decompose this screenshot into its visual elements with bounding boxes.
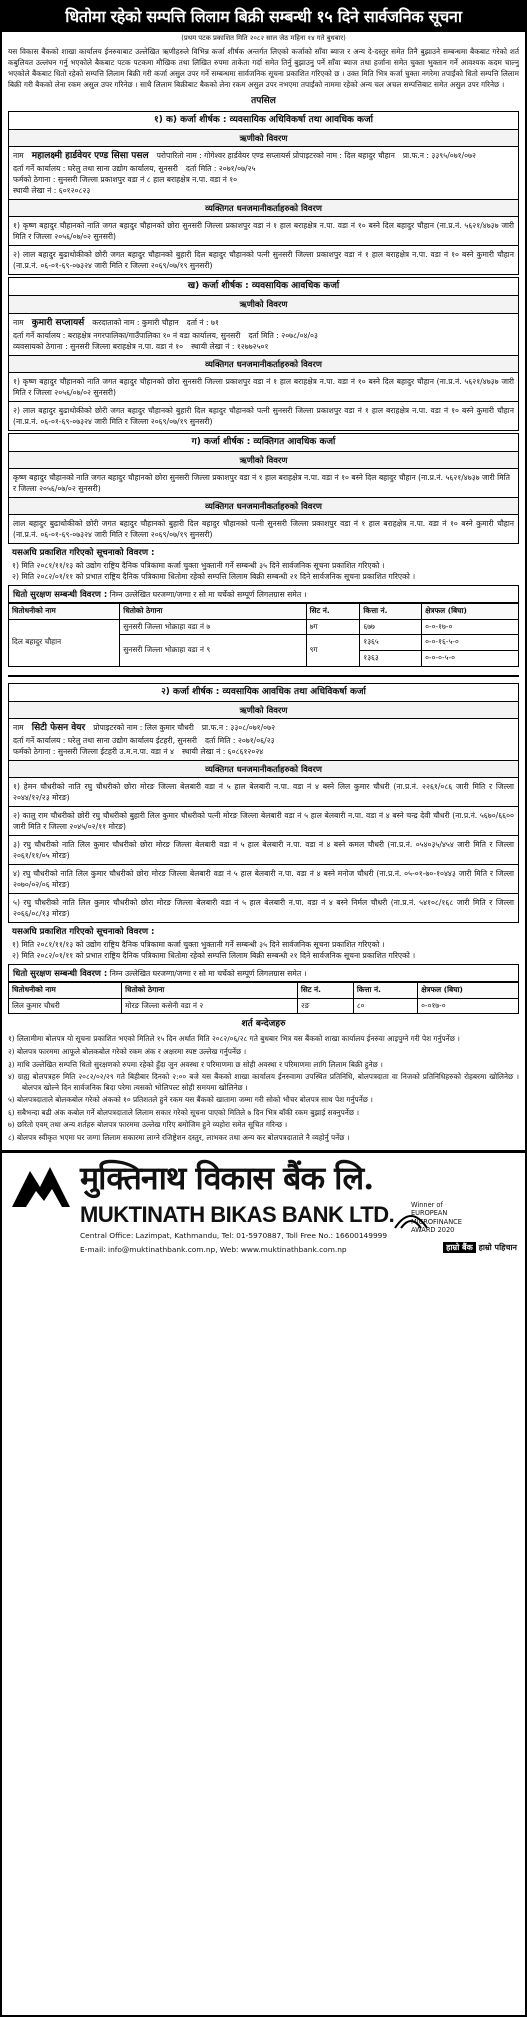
- award-line: Winner of: [411, 1200, 443, 1209]
- term-item: ७) छरितो एवम् तथा अन्य शर्तहरु बोलपत्र फारममा उल्लेख गरिए बमोजिम हुने व्यहोरा समेत सूचित गरिन्छ ।: [8, 1120, 288, 1130]
- terms-list: [8, 1034, 519, 1143]
- tagline-part: हाम्रो पहिचान: [478, 1243, 517, 1252]
- debtor-detail: फर्मको ठेगाना : सुनसरी जिल्ला प्रकाशपुर वडा नं ८ हाल बराहक्षेत्र न.पा. वडा नं १०: [13, 175, 238, 185]
- section-title: १) क) कर्जा शीर्षक : व्यवसायिक अधिविकर्षा तथा आवधिक कर्जा: [8, 111, 519, 130]
- prior-publication-line: २) मिति २०८२/०१/११ को प्रभात राष्ट्रिय दैनिक पत्रिकामा धितोमा रहेको सम्पत्ति लिलाम बिक्री सम्बन्धी २१ दिने सार्वजनिक सूचना प्रकाशित गरिएको ।: [12, 571, 416, 581]
- guarantor-item: १) कृष्ण बहादुर चौहानको नाति जगत बहादुर चौहानको छोरा सुनसरी जिल्ला प्रकाशपुर वडा नं १ हाल बराहक्षेत्र न.पा. वडा नं १० बस्ने दिल बहादुर चौहान (ना.प्र.नं. ५६२१/४७३७ जारी मिति र जिल्ला २०५६/०७/०२ सुनसरी): [8, 373, 519, 402]
- debtor-name: सिटी फेसन वेयर: [31, 723, 86, 733]
- guarantor-item: लाल बहादुर बुढाथोकीको छोरी जगत बहादुर चौहानको बुहारी दिल बहादुर चौहानको पत्नी सुनसरी जिल्ला प्रकाशपुर वडा नं १ हाल बराहक्षेत्र न.पा. वडा नं १० बस्ने कुमारी चौहान (ना.प्र.नं. ०६-०१-६९-०७३२४ जारी मिति र जिल्ला २०६९/०७/१९ सुनसरी): [8, 515, 519, 544]
- table-row: [9, 619, 519, 635]
- section-divider: [8, 675, 519, 677]
- debtor-detail: करदाताको नाम : कुमारी चौहान: [92, 317, 179, 327]
- debtor-title: ऋणीको विवरण: [8, 452, 519, 469]
- guarantor-item: १) कृष्ण बहादुर चौहानको नाति जगत बहादुर चौहानको छोरा सुनसरी जिल्ला प्रकाशपुर वडा नं १ हाल बराहक्षेत्र न.पा. वडा नं १० बस्ने दिल बहादुर चौहान (ना.प्र.नं. ५६२१/४७३७ जारी मिति र जिल्ला २०५६/०७/०२ सुनसरी): [8, 217, 519, 246]
- debtor-detail: दर्ता गर्ने कार्यालय : घरेलु तथा साना उद्योग कार्यालय, सुनसरी: [13, 164, 178, 174]
- table-header: धितोधनीको नाम: [9, 603, 120, 619]
- table-cell: १३६३: [360, 651, 422, 667]
- debtor-title: ऋणीको विवरण: [8, 296, 519, 313]
- table-cell: ८०: [353, 998, 417, 1014]
- prior-publication-label: यसअघि प्रकाशित गरिएको सूचनाको विवरण :: [12, 927, 155, 938]
- table-cell: २ङ: [297, 998, 353, 1014]
- debtor-detail: दर्ता मिति : २०७८/०४/०३: [248, 330, 318, 340]
- terms-title: शर्त बन्देजहरु: [241, 1019, 286, 1030]
- table-row: [9, 998, 519, 1014]
- debtor-detail: दर्ता मिति : २०७१/०६/२३: [204, 736, 275, 746]
- term-item: ८) बोलपत्र स्वीकृत भएमा घर जग्गा लिलाम सकारमा लाग्ने रजिष्ट्रेशन दस्तुर, लाभकर तथा अन्य कर बोलपत्रदाताले नै व्यहोर्नु पर्नेछ ।: [8, 1133, 350, 1143]
- table-cell: ०-०-०-५-०: [422, 651, 519, 667]
- table-header: धितोधनीको नाम: [9, 982, 122, 998]
- table-header: क्षेत्रफल (बिघा): [418, 982, 519, 998]
- table-header: क्षेत्रफल (बिघा): [422, 603, 519, 619]
- bank-footer: [2, 1150, 525, 1302]
- debtor-detail: स्थायी लेखा नं : ६०८६१२०२४: [181, 747, 264, 757]
- field-label: नाम: [13, 151, 24, 161]
- bank-name-nepali: मुक्तिनाथ विकास बैंक लि.: [80, 1158, 374, 1197]
- debtor-detail: दर्ता गर्ने कार्यालय : घरेलु तथा साना उद्योग कार्यालय ईटहरी, सुनसरी: [13, 736, 197, 746]
- table-header-row: [9, 982, 519, 998]
- term-item: १) लिलामीमा बोलपत्र यो सूचना प्रकाशित भएको मितिले १५ दिन अर्थात मिति २०८२/०६/२८ गते बुधबार भित्र यस बैंकको शाखा कार्यालय ईनरुवा आइपुग्ने गरी पेश गर्नुपर्नेछ ।: [8, 1034, 460, 1044]
- loan-section-1c: [8, 433, 519, 544]
- prior-publication-label: यसअघि प्रकाशित गरिएको सूचनाको विवरण :: [12, 548, 155, 559]
- prior-publication-2: [8, 923, 519, 961]
- table-cell: ६७७: [360, 619, 422, 635]
- collateral-label: धितो सुरक्षण सम्बन्धी विवरण :: [13, 967, 108, 978]
- collateral-note-2: [8, 964, 519, 982]
- debtor-detail: स्थायी लेखा नं : ६०१२०८२३: [13, 186, 91, 196]
- debtor-detail: दर्ता नं : ७१: [186, 317, 219, 327]
- office-address: Central Office: Lazimpat, Kathmandu, Tel: 01-5970887, Toll Free No.: 16600149999: [80, 1230, 388, 1240]
- table-header: कित्ता नं.: [353, 982, 417, 998]
- guarantor-title: व्यक्तिगत धनजमानीकर्ताहरुको विवरण: [8, 356, 519, 373]
- table-cell: ७ग: [306, 619, 360, 635]
- table-header: धितोको ठेगाना: [120, 603, 306, 619]
- debtor-name: कुमारी सप्लायर्स: [31, 317, 85, 328]
- bank-tagline: [443, 1242, 517, 1254]
- debtor-name: महालक्ष्मी हार्डवेयर एण्ड सिसा पसल: [31, 151, 149, 162]
- debtor-title: ऋणीको विवरण: [8, 702, 519, 719]
- debtor-detail: प्रोपाइटरको नाम : लिल कुमार चौधरी: [93, 723, 194, 732]
- section-title: ग) कर्जा शीर्षक : व्यक्तिगत आवधिक कर्जा: [8, 433, 519, 452]
- bank-logo-icon: [12, 1161, 70, 1207]
- intro-paragraph: यस विकास बैंकको शाखा कार्यालय ईनरुवाबाट उल्लेखित ऋणीहरुले विभिन्न कर्जा शीर्षक अन्तर्गत लिएको कर्जाको साँवा ब्याज र अन्य दे-दस्तुर समेत तिनै बुझाउने सम्बन्धमा बैकबाट गरेको शर्त कबुलियत उल्लंघन गर्नु भएकोले बैकबाट पटक पटकमा मौखिक तथा लिखित रुपमा ताकेता गर्दा समेत तिर्नु बुझाउनु पर्ने साँवा ब्याज तथा हर्जाना समेत चुक्ता भुक्तान गर्ने आवश्यक कदम चाल्नु भएकोले बैंकबाट धितो रहेको सम्पत्ति लिलाम बिक्री गरी कर्जा असुल उपर गर्ने सम्बन्धमा सार्वजनिक सूचना प्रकाशित गरिएको छ । उक्त मिति भित्र कर्जा चुक्ता नगरेमा तपाईंको धितो सम्पत्ति लिलाम बिक्री गरी बैकको लेना रकम असुल उपर गरिनेछ । साथै लिलाम बिक्रीबाट बैकको लेना रकम असुल उपर नभएमा तपाईंको नाममा रहेको अन्य चल अचल सम्पत्तिबाट समेत असुल उपर गरिनेछ ।: [8, 47, 519, 89]
- term-item: २) बोलपत्र फारममा आफूले बोलकबोल गरेको रकम अंक र अक्षरमा स्पष्ट उल्लेख गर्नुपर्नेछ ।: [8, 1046, 247, 1056]
- prior-publication-1: [8, 544, 519, 582]
- table-cell: ०-०-१६-५-०: [422, 635, 519, 651]
- bank-name-english: MUKTINATH BIKAS BANK LTD.: [80, 1201, 395, 1227]
- prior-publication-line: २) मिति २०८२/०१/११ को प्रभात राष्ट्रिय दैनिक पत्रिकामा धितोमा रहेको सम्पत्ति लिलाम बिक्री सम्बन्धी २१ दिने सार्वजनिक सूचना प्रकाशित गरिएको ।: [12, 950, 416, 960]
- loan-section-2: [8, 683, 519, 923]
- table-cell: सुनसरी जिल्ला भोक्राहा वडा नं ९: [120, 635, 306, 666]
- debtor-detail: परोपारितो नाम : गोगेश्वर हार्डवेयर एण्ड सप्लायर्स प्रोपाइटरको नाम : दिल बहादुर चौहान: [156, 151, 395, 161]
- debtor-detail: फर्मको ठेगाना : सुनसरी जिल्ला ईटहरी उ.म.न.पा. वडा नं ४: [13, 747, 174, 757]
- guarantor-title: व्यक्तिगत धनजमानीकर्ताहरुको विवरण: [8, 761, 519, 778]
- guarantor-title: व्यक्तिगत धनजमानीकर्ताहरुको विवरण: [8, 498, 519, 515]
- debtor-details: [8, 314, 519, 356]
- table-header: कित्ता नं.: [360, 603, 422, 619]
- section-title: ख) कर्जा शीर्षक : व्यवसायिक आवधिक कर्जा: [8, 277, 519, 296]
- annex-title: तपसिल: [251, 95, 276, 106]
- award-text: [411, 1201, 517, 1235]
- collateral-table-1: [8, 603, 519, 667]
- term-item: ३) माथि उल्लेखित सम्पत्ति धितो सुरक्षणको रुपमा रहेको हुँदा जुन अवस्था र परिमाणमा छ सोही अवस्था र परिमाणमा लागि लिलाम बिक्री हुनेछ ।: [8, 1059, 383, 1069]
- debtor-details: [8, 719, 519, 761]
- table-cell: मोरङ जिल्ला कसेनी वडा नं २: [122, 998, 298, 1014]
- prior-publication-line: १) मिति २०८१/११/१३ को उद्योग राष्ट्रिय दैनिक पत्रिकामा कर्जा चुक्ता भुक्तानी गर्ने सम्बन्धी ३५ दिने सार्वजनिक सूचना प्रकाशित गरिएको ।: [12, 560, 385, 570]
- guarantor-item: ३) रघु चौधरीको नाति लिल कुमार चौधरीको छोरा मोरङ जिल्ला बेलबारी वडा नं ५ हाल बेलबारी न.पा. वडा नं ४ बस्ने कमल चौधरी (ना.प्र.नं. ०५४०३५/४५४ जारी मिति र जिल्ला २०६१/११/०५ मोरङ): [8, 836, 519, 865]
- guarantor-item: २) लाल बहादुर बुढाथोकीको छोरी जगत बहादुर चौहानको बुहारी दिल बहादुर चौहानको पत्नी सुनसरी जिल्ला प्रकाशपुर वडा नं १ हाल बराहक्षेत्र न.पा. वडा नं १० बस्ने कुमारी चौहान (ना.प्र.नं. ०६-०१-६९-०७३२४ जारी मिति र जिल्ला २०६९/०७/१९ सुनसरी): [8, 246, 519, 275]
- debtor-detail: प्रा.फ.न : ३३०८/०७१/०७२: [201, 723, 276, 732]
- table-header: सिट नं.: [297, 982, 353, 998]
- table-cell: ९ग: [306, 635, 360, 666]
- debtor-detail: स्थायी लेखा नं : १२७७२५०१: [191, 341, 269, 351]
- guarantor-item: ४) रघु चौधरीको नाति लिल कुमार चौधरीको छोरा मोरङ जिल्ला बेलबारी वडा नं ५ हाल बेलबारी न.पा. वडा नं ४ बस्ने मनोज चौधरी (ना.प्र.नं. ०५-०१-७०-१०४४३ जारी मिति र जिल्ला २०७०/०२/०६ मोरङ): [8, 865, 519, 894]
- table-cell: १३६५: [360, 635, 422, 651]
- loan-section-1a: [8, 111, 519, 275]
- collateral-note: निम्न उल्लेखित घरजग्गा/जग्गा र सो मा चर्चेको सम्पूर्ण लिगलग्रास समेत ।: [109, 589, 307, 599]
- section-title: २) कर्जा शीर्षक : व्यवसायिक आवधिक तथा अधिविकर्षा कर्जा: [8, 683, 519, 702]
- guarantor-title: व्यक्तिगत धनजमानीकर्ताहरुको विवरण: [8, 200, 519, 217]
- debtor-title: ऋणीको विवरण: [8, 130, 519, 147]
- term-item: ५) बोलपत्रदाताले बोलकबोल गरेको अंकको १० प्रतिशतले हुने रकम यस बैंकको खातामा जम्मा गरी सोको भौचर बोलपत्र साथ पेश गर्नुपर्नेछ ।: [8, 1095, 373, 1105]
- debtor-details: [8, 147, 519, 200]
- award-line: EUROPEAN: [411, 1209, 448, 1218]
- tagline-part: हाम्रो बैंक: [443, 1242, 476, 1253]
- collateral-note-1: [8, 585, 519, 603]
- table-header-row: [9, 603, 519, 619]
- debtor-detail: दर्ता गर्ने कार्यालय : बराहक्षेत्र नगरपालिका/गाउँपालिका १० नं वडा कार्यालय, सुनसरी: [13, 330, 241, 340]
- table-header: धितोको ठेगाना: [122, 982, 298, 998]
- loan-section-1b: [8, 277, 519, 430]
- award-line: AWARD 2020: [411, 1226, 455, 1235]
- debtor-detail: प्रा.फ.न : ३३९५/०७१/०७२: [402, 151, 477, 161]
- field-label: नाम: [13, 723, 24, 732]
- guarantor-item: २) कालु राम चौधरीको छोरी रघु चौधरीको बुहारी लिल कुमार चौधरीको पत्नी मोरङ जिल्ला बेलबारी वडा नं ५ हाल बेलबारी न.पा. वडा नं ४ बस्ने चन्द्र देवी चौधरी (ना.प्र.नं. ५६७०/६६०० जारी मिति र जिल्ला २०४५/०२/११ मोरङ): [8, 807, 519, 836]
- collateral-table-2: [8, 982, 519, 1014]
- table-cell: ०-०-१७-०: [422, 619, 519, 635]
- collateral-note: निम्न उल्लेखित घरजग्गा/जग्गा र सो मा चर्चेको सम्पूर्ण लिगलग्रास समेत ।: [109, 968, 307, 978]
- prior-publication-line: १) मिति २०८१/११/१३ को उद्योग राष्ट्रिय दैनिक पत्रिकामा कर्जा चुक्ता भुक्तानी गर्ने सम्बन्धी ३५ दिने सार्वजनिक सूचना प्रकाशित गरिएको ।: [12, 939, 385, 949]
- debtor-detail: व्यवसायको ठेगाना : सुनसरी जिल्ला बराहक्षेत्र न.पा. वडा नं १०: [13, 341, 184, 351]
- award-line: MICROFINANCE: [411, 1217, 462, 1226]
- terms-section: [8, 1018, 519, 1143]
- guarantor-item: ५) रघु चौधरीको नाति लिल कुमार चौधरीको छोरा मोरङ जिल्ला बेलबारी वडा नं ५ हाल बेलबारी न.पा. वडा नं ४ बस्ने निर्मल चौधरी (ना.प्र.नं. ५४१०८/१६८ जारी मिति र जिल्ला २०६६/०८/१३ मोरङ): [8, 894, 519, 923]
- term-item: ४) ग्राह्य बोलपत्रहरु मिति २०८२/०२/२९ गते बिहीबार दिनको २:०० बजे यस बैंकको शाखा कार्यालय ईनरुवामा उपस्थित प्रतिनिधि, बोलपत्रदाता वा निजको प्रतिनिधिहरुको रोहबरमा खोलिनेछ । बोलपत्र खोल्ने दिन सार्वजनिक बिदा परेमा त्यसको भोलिपल्ट सोही समयमा खोलिनेछ ।: [8, 1072, 519, 1092]
- table-cell: लिल कुमार चौधरी: [9, 998, 122, 1014]
- debtor-details: कृष्ण बहादुर चौहानको नाति जगत बहादुर चौहानको छोरा सुनसरी जिल्ला प्रकाशपुर वडा नं १ हाल बराहक्षेत्र न.पा. वडा नं १० बस्ने दिल बहादुर चौहान (ना.प्र.नं. ५६२१/४७३७ जारी मिति र जिल्ला २०५६/०७/०२ सुनसरी): [8, 469, 519, 498]
- table-header: सिट नं.: [306, 603, 360, 619]
- field-label: नाम: [13, 317, 24, 327]
- debtor-detail: दर्ता मिति : २०७१/०७/२५: [185, 164, 256, 174]
- guarantor-item: २) लाल बहादुर बुढाथोकीको छोरी जगत बहादुर चौहानको बुहारी दिल बहादुर चौहानको पत्नी सुनसरी जिल्ला प्रकाशपुर वडा नं १ हाल बराहक्षेत्र न.पा. वडा नं १० बस्ने कुमारी चौहान (ना.प्र.नं. ०६-०१-६९-०७३२४ जारी मिति र जिल्ला २०६९/०७/१९ सुनसरी): [8, 402, 519, 431]
- term-item: ६) सबैभन्दा बढी अंक कबोल गर्ने बोलपत्रदाताले लिलाम सकार गरेको सूचना पाएको मितिले ७ दिन भित्र बाँकी रकम बुझाई सक्नुपर्नेछ ।: [8, 1107, 360, 1117]
- table-cell: दिल बहादुर चौहान: [9, 619, 120, 666]
- guarantor-item: १) हेमन चौधरीको नाति रघु चौधरीको छोरा मोरङ जिल्ला बेलबारी वडा नं ५ हाल बेलबारी न.पा. वडा नं ४ बस्ने लिल कुमार चौधरी (ना.प्र.नं. २२६१/०८६ जारी मिति र जिल्ला २०४४/१२/२३ मोरङ): [8, 778, 519, 807]
- collateral-label: धितो सुरक्षण सम्बन्धी विवरण :: [13, 588, 108, 599]
- contact-email: E-mail: info@muktinathbank.com.np, Web: www.muktinathbank.com.np: [80, 1244, 347, 1254]
- table-cell: ०-०१७-०: [418, 998, 519, 1014]
- notice-title: धितोमा रहेको सम्पत्ति लिलाम बिक्री सम्बन्धी १५ दिने सार्वजनिक सूचना: [2, 2, 525, 32]
- publish-date-line: (प्रथम पटक प्रकाशित मिति २०८२ साल जेठ महिना १४ गते बुधबार): [181, 34, 346, 43]
- table-cell: सुनसरी जिल्ला भोक्राहा वडा नं ७: [120, 619, 306, 635]
